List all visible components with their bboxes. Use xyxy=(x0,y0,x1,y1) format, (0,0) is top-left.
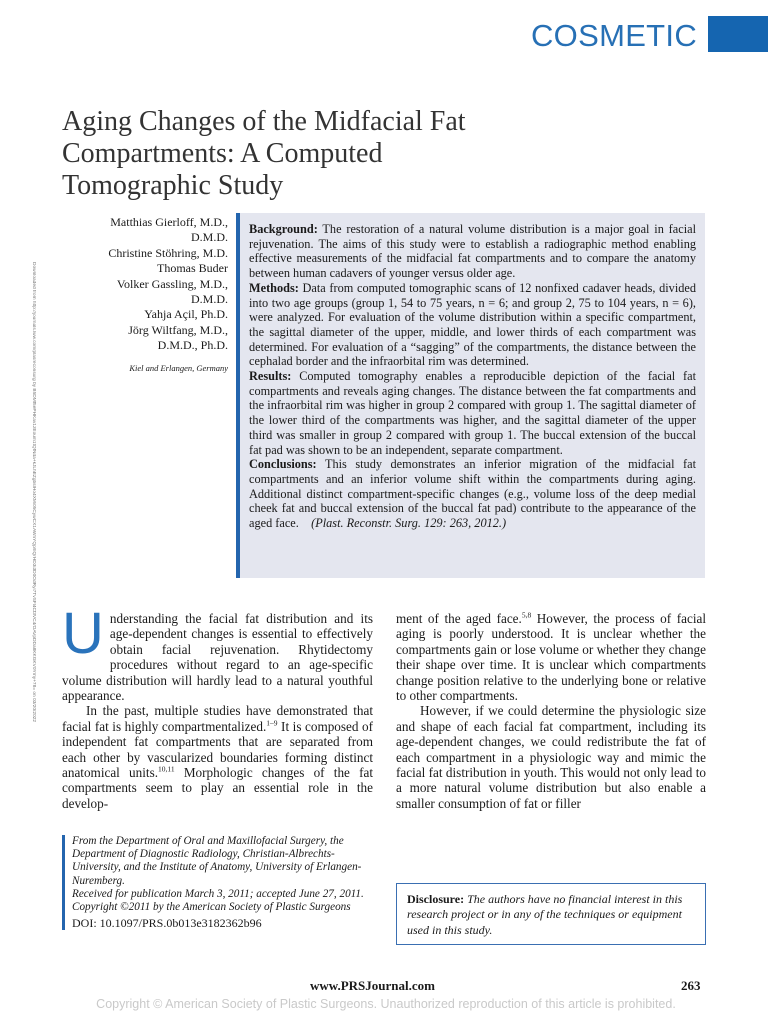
body-paragraph xyxy=(62,601,373,704)
abstract-conclusions xyxy=(249,457,696,531)
author-list xyxy=(62,215,228,376)
paragraph-text: In the past, multiple studies have demonstrated that facial fat is highly compartmentalized. xyxy=(62,703,373,734)
author-line: D.M.D. xyxy=(190,230,228,245)
reference-marker: 10,11 xyxy=(158,764,175,774)
body-column-right xyxy=(396,611,706,811)
title-line: Compartments: A Computed xyxy=(62,138,383,169)
author-line: Matthias Gierloff, M.D., xyxy=(110,215,228,229)
paragraph-text: However, the process of facial aging is poorly understood. It is unclear whether the compartments gain or lose volume or whether they change their shape over time. It is unclear which compartments change position relative to the underlying bone or relative to other compartments. xyxy=(396,611,706,704)
abstract-label: Conclusions: xyxy=(249,457,317,472)
page-number: 263 xyxy=(681,978,701,993)
abstract-text: Data from computed tomographic scans of 12 nonfixed cadaver heads, divided into two age groups (group 1, 54 to 75 years, n = 6; and group 2, 75 to 104 years, n = 6), were analyzed. For evaluation of the volume distribution within a specific compartment, the sagittal diameter of the upper, middle, and lower thirds of each compartment was determined. For evaluation of a “sagging” of the compartments, the distance between the cephalad border and the infraorbital rim was determined. xyxy=(249,280,696,369)
doi: DOI: 10.1097/PRS.0b013e3182362b96 xyxy=(72,916,262,931)
article-footnote xyxy=(62,835,375,930)
title-line: Aging Changes of the Midfacial Fat xyxy=(62,106,466,137)
author-line: Thomas Buder xyxy=(157,261,228,276)
abstract-box xyxy=(236,213,705,578)
citation: (Plast. Reconstr. Surg. 129: 263, 2012.) xyxy=(311,516,507,531)
abstract-background xyxy=(249,222,696,281)
body-paragraph xyxy=(62,703,373,811)
drop-cap: U xyxy=(62,601,104,666)
author-line: Christine Stöhring, M.D. xyxy=(108,245,228,260)
footnote-received: Received for publication March 3, 2011; accepted June 27, 2011. xyxy=(72,887,364,900)
article-title xyxy=(62,106,622,202)
title-line: Tomographic Study xyxy=(62,170,284,201)
journal-url: www.PRSJournal.com xyxy=(310,978,435,993)
download-watermark-text: Downloaded from http://journals.lww.com/plasreconsurg by BhDMf5ePHKav1zEoum1tQfN4a+kJLhEZgbsIHo4XMi0hCywCX1AWnYQp/IlQrHD3i3D0OdRyi7TvSFl4Cf3VC4/OAVpDDa8KKGKV0Ymy+78= on 03/20/2022 xyxy=(31,262,36,723)
copyright-notice: Copyright © American Society of Plastic Surgeons. Unauthorized reproduction of this article is prohibited. xyxy=(96,997,676,1011)
author-line: Yahja Açil, Ph.D. xyxy=(144,307,228,322)
abstract-text: The restoration of a natural volume distribution is a major goal in facial rejuvenation. The aims of this study were to establish a radiographic method enabling effective measurements of the midfacial fat compartments and to compare the anatomy between human cadavers of younger versus older age. xyxy=(249,222,696,281)
section-color-bar xyxy=(708,16,768,52)
abstract-results xyxy=(249,369,696,457)
body-column-left xyxy=(62,601,374,811)
paragraph-text: Morphologic changes of the fat compartments seem to play an essential role in the develop- xyxy=(62,765,374,811)
abstract-label: Background: xyxy=(249,222,318,236)
abstract-label: Results: xyxy=(249,369,292,384)
reference-marker: 1–9 xyxy=(266,718,278,728)
author-line: D.M.D., Ph.D. xyxy=(157,338,228,353)
abstract-text: Computed tomography enables a reproducible depiction of the facial fat compartments and reveals aging changes. The distance between the fat compartments and the infraorbital rim was higher in group 2 compared with group 1. The sagittal diameter of the lower third of the compartments was higher, and the sagittal diameter of the upper third was smaller in group 2 compared with group 1. The buccal extension of the buccal fat pad was shown to be an independent, separate compartment. xyxy=(249,369,696,457)
footnote-from: From the Department of Oral and Maxillofacial Surgery, the Department of Diagnostic Radiology, Christian-Albrechts-University, and the Institute of Anatomy, University of Erlangen-Nuremberg. xyxy=(72,835,362,887)
reference-marker: 5,8 xyxy=(521,610,532,620)
body-paragraph: However, if we could determine the physiologic size and shape of each facial fat compartment, including its age-dependent changes, we could redistribute the fat of each compartment in a physiologic way and mimic the facial fat distribution in youth. This would not only lead to a more natural volume distribution but also enable a smaller consumption of fat or filler xyxy=(396,703,706,811)
abstract-methods xyxy=(249,281,696,369)
section-label: COSMETIC xyxy=(531,18,698,53)
disclosure-box xyxy=(396,883,706,945)
disclosure-label: Disclosure: xyxy=(407,892,465,906)
abstract-label: Methods: xyxy=(249,280,299,295)
author-line: D.M.D. xyxy=(190,292,228,307)
disclosure-text: The authors have no financial interest in this research project or in any of the techniques or equipment used in this study. xyxy=(407,892,683,937)
paragraph-text: It is composed of independent fat compartments that are separated from each other by vascularized boundaries forming distinct anatomical units. xyxy=(62,718,374,781)
author-line: Volker Gassling, M.D., xyxy=(116,276,228,291)
abstract-text: This study demonstrates an inferior migration of the midfacial fat compartments and an inferior volume shift within the compartments during aging. Additional distinct compartment-specific changes (e.g., volume loss of the deep medial cheek fat and buccal extension of the buccal fat pad) contribute to the appearance of the aged face. xyxy=(249,457,696,531)
author-line: Jörg Wiltfang, M.D., xyxy=(128,322,228,337)
download-watermark xyxy=(26,262,36,782)
body-paragraph xyxy=(396,611,706,703)
paragraph-text: ment of the aged face. xyxy=(396,611,522,626)
affiliation: Kiel and Erlangen, Germany xyxy=(129,362,228,373)
footnote-copyright: Copyright ©2011 by the American Society of Plastic Surgeons xyxy=(72,901,351,914)
paragraph-text: nderstanding the facial fat distribution and its age-dependent changes is essential to effectively obtain facial rejuvenation. Rhytidectomy procedures without regard to an age-specific volume distribution will hardly lead to a natural youthful appearance. xyxy=(62,611,373,704)
